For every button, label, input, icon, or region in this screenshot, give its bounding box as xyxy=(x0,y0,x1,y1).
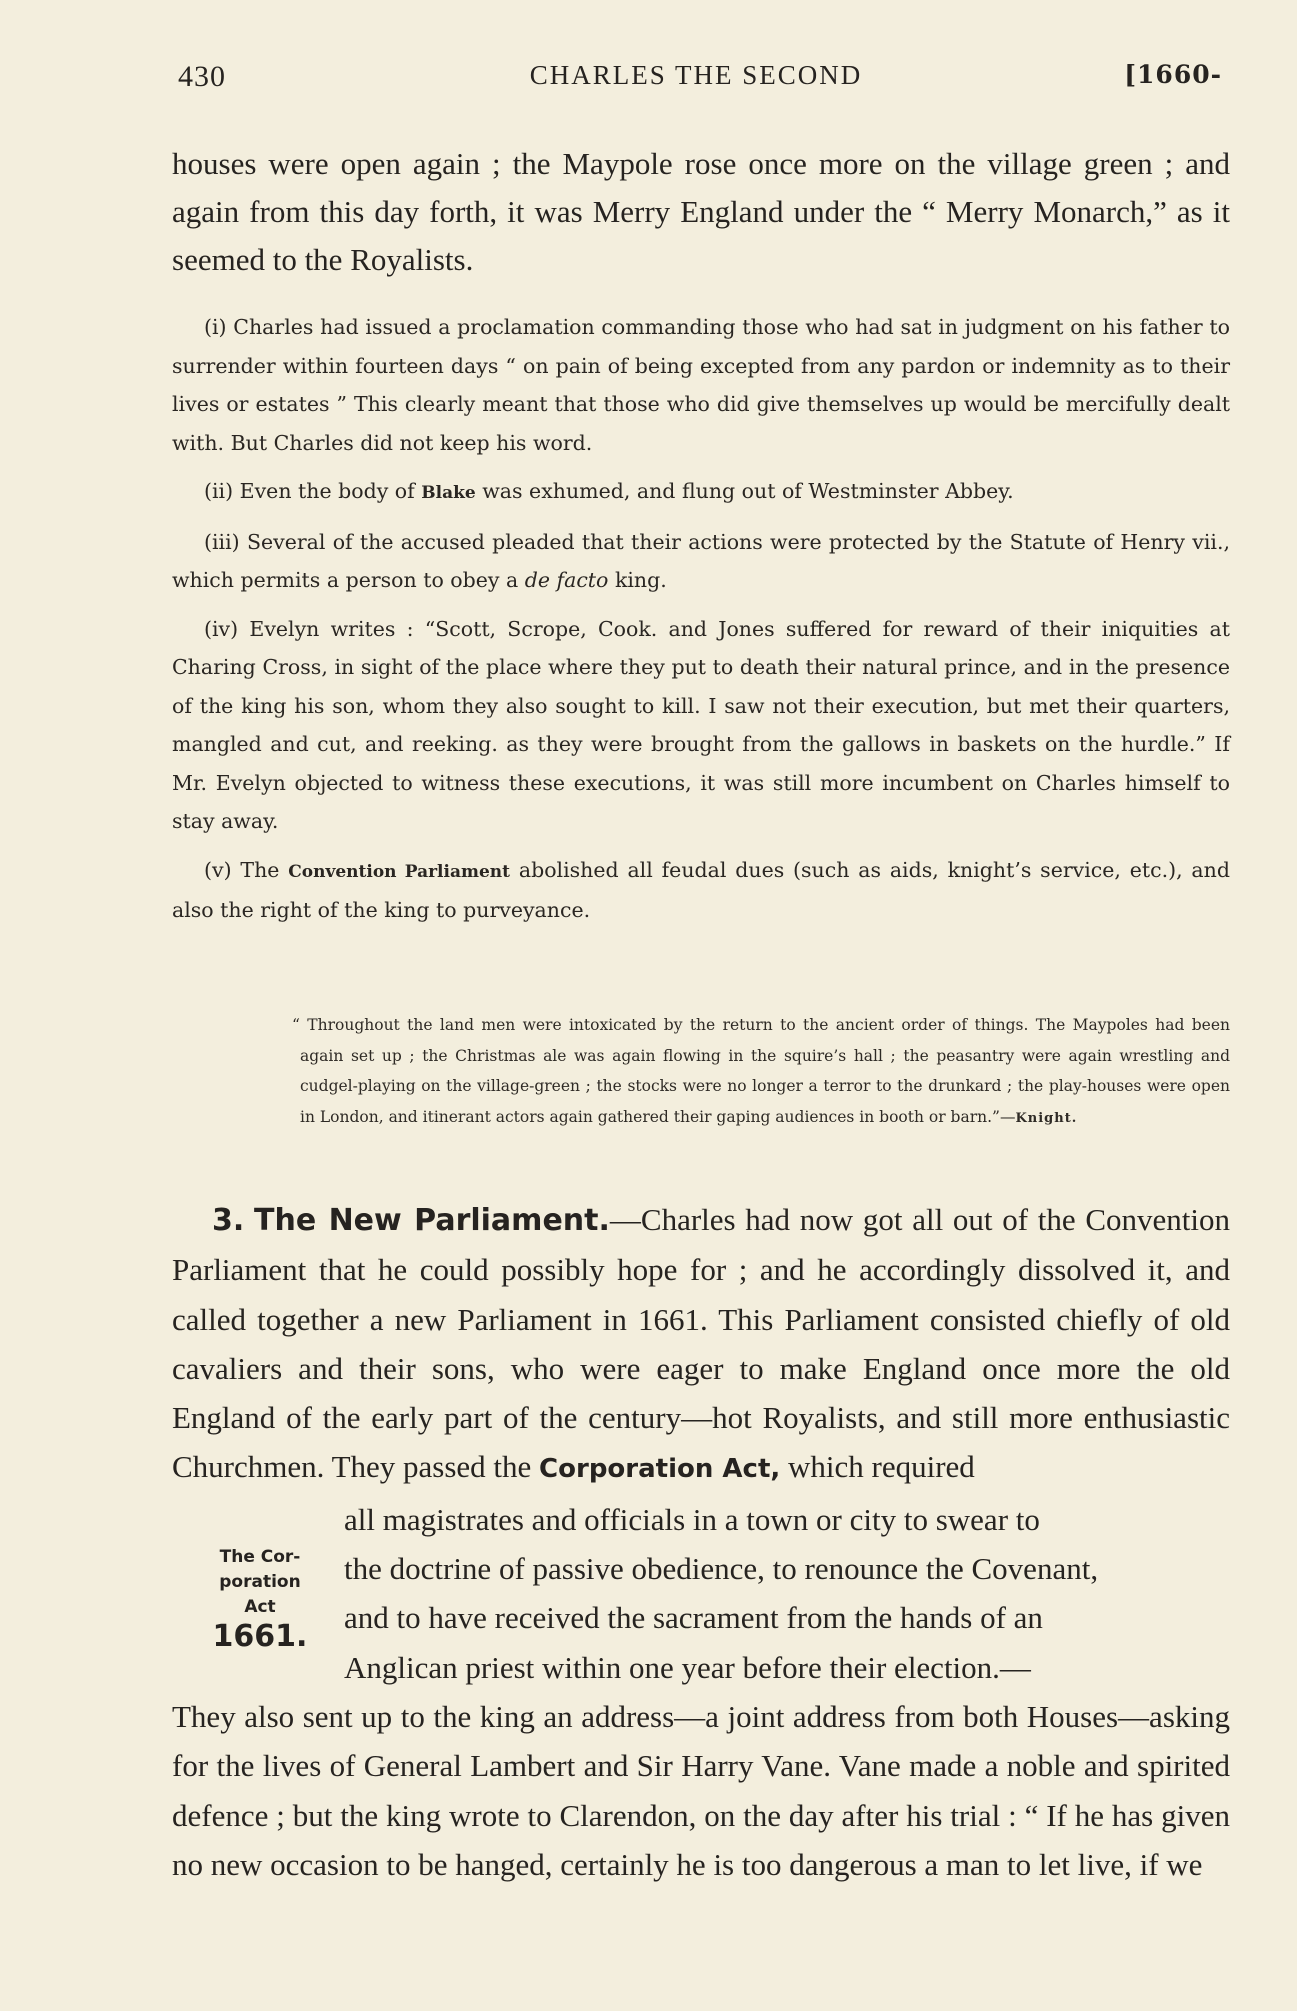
running-year: [1660- xyxy=(1124,60,1222,89)
note-iii xyxy=(172,523,1230,600)
note-emphasis: Convention Parliament xyxy=(288,861,511,882)
section-number: 3. xyxy=(212,1203,245,1238)
act-name: Corporation Act, xyxy=(539,1454,781,1485)
note-italic: de facto xyxy=(524,568,609,592)
note-text: king. xyxy=(614,568,667,592)
section-text: —Charles had now got all out of the Convention Parliament that he could possibly hope for ; and he accordingly dissolved it, and called together a new Parliament in 1661. This Parliament consisted chiefly of old cavaliers and their sons, who were eager to make England once more the old England of the early part of the century—hot Royalists, and still more enthusiastic Churchmen. They passed the xyxy=(172,1202,1230,1485)
quote-text: “ Throughout the land men were intoxicated by the return to the ancient order of things. The Maypoles had been again set up ; the Christmas ale was again flowing in the squire’s hall ; the peasantry were again wrestling and cudgel-playing on the village-green ; the stocks were no longer a terror to the drunkard ; the play-houses were open in London, and itinerant actors again gathered their gaping audiences in booth or barn.”— xyxy=(292,1016,1230,1126)
indented-line: and to have received the sacrament from the hands of an xyxy=(344,1600,1043,1636)
indented-line: the doctrine of passive obedience, to renounce the Covenant, xyxy=(344,1551,1099,1587)
indented-line: all magistrates and officials in a town or city to swear to xyxy=(344,1501,1040,1537)
running-head xyxy=(170,60,1222,108)
note-label: (ii) xyxy=(204,479,234,503)
note-text: Evelyn writes : “Scott, Scrope, Cook. and Jones suffered for reward of their iniquities at Charing Cross, in sight of the place where they put to death their natural prince, and in the presence of the king his son, whom they also sought to kill. I saw not their execution, but met their quarters, mangled and cut, and reeking. as they were brought from the gallows in baskets on the hurdle.” If Mr. Evelyn objected to witness these executions, it was still more incumbent on Charles himself to stay away. xyxy=(172,616,1230,833)
indented-lines xyxy=(344,1495,1230,1692)
note-text: The xyxy=(240,857,280,882)
note-label: (v) xyxy=(204,857,232,882)
page-number: 430 xyxy=(178,60,226,93)
margin-note xyxy=(205,1545,315,1654)
note-text: abolished all feudal dues (such as aids, knight’s service, etc.), and also the right of the king to purveyance. xyxy=(172,857,1230,922)
margin-note-line: The Cor- xyxy=(219,1547,301,1567)
notes-block xyxy=(172,308,1230,940)
section-heading: The New Parliament. xyxy=(254,1203,610,1238)
note-iv xyxy=(172,610,1230,841)
indented-line: Anglican priest within one year before their election.— xyxy=(344,1649,1031,1685)
section-text: which required xyxy=(788,1449,975,1485)
section-paragraph xyxy=(172,1195,1230,1495)
quote-author: Knight. xyxy=(1015,1110,1078,1126)
note-ii xyxy=(172,472,1230,513)
note-label: (i) xyxy=(204,315,227,339)
block-quote xyxy=(292,1010,1230,1134)
note-text: Several of the accused pleaded that their actions were protected by the Statute of Henry vii., which permits a person to obey a xyxy=(172,529,1230,592)
section-new-parliament xyxy=(172,1195,1230,1889)
note-emphasis: Blake xyxy=(421,483,476,503)
opening-paragraph: houses were open again ; the Maypole rose once more on the village green ; and again from this day forth, it was Merry England under the “ Merry Monarch,” as it seemed to the Royalists. xyxy=(172,146,1230,277)
margin-note-year: 1661. xyxy=(212,1619,308,1654)
note-label: (iv) xyxy=(204,616,239,641)
margin-note-line: poration xyxy=(219,1572,301,1592)
running-title: CHARLES THE SECOND xyxy=(529,60,863,90)
note-i xyxy=(172,308,1230,462)
note-label: (iii) xyxy=(204,529,240,554)
margin-note-line: Act xyxy=(244,1597,276,1617)
note-text: Even the body of xyxy=(239,479,415,503)
note-v xyxy=(172,851,1230,930)
note-text: Charles had issued a proclamation commanding those who had sat in judgment on his father to surrender within fourteen days “ on pain of being excepted from any pardon or indemnity as to their lives or estates ” This clearly meant that those who did give themselves up would be mercifully dealt with. But Charles did not keep his word. xyxy=(172,315,1230,455)
section-continuation: They also sent up to the king an address—a joint address from both Houses—asking for the lives of General Lambert and Sir Harry Vane. Vane made a noble and spirited defence ; but the king wrote to Clarendon, on the day after his trial : “ If he has given no new occasion to be hanged, certainly he is too dangerous a man to let live, if we xyxy=(172,1698,1230,1882)
note-text: was exhumed, and flung out of Westminster Abbey. xyxy=(482,479,1014,503)
